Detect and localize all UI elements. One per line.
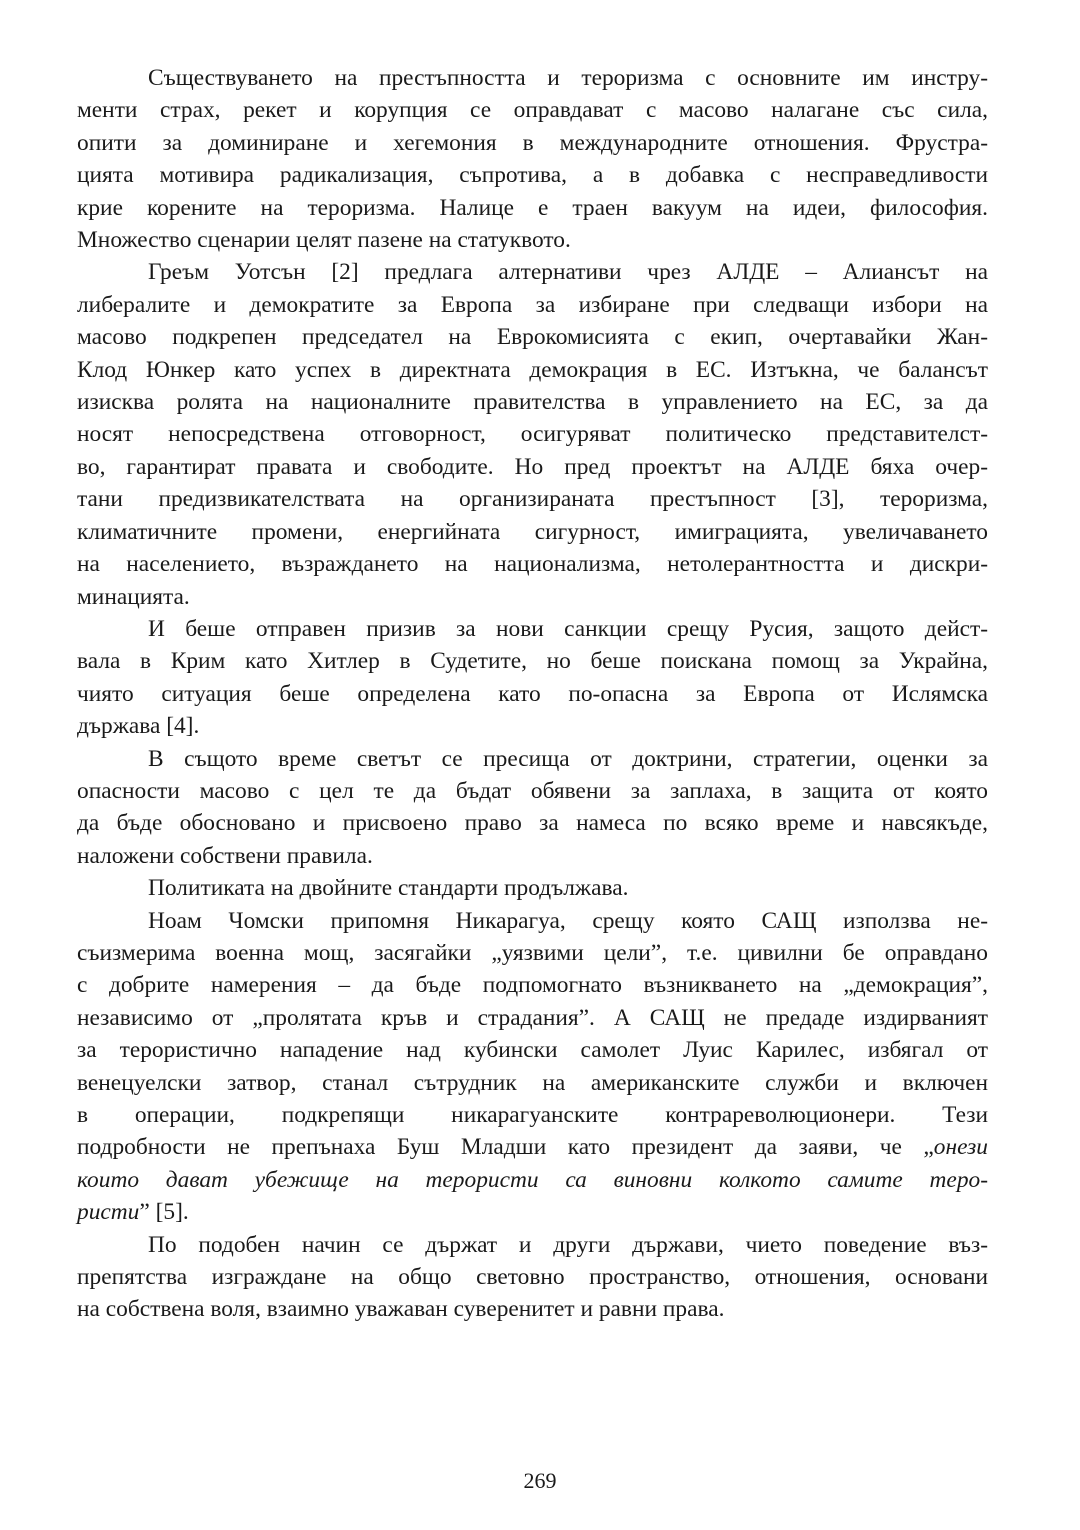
text-line: во, гарантират правата и свободите. Но пред проектът на АЛДЕ бяха очер- (77, 453, 988, 480)
text-line: на населението, възраждането на национализма, нетолерантността и дискри- (77, 551, 988, 578)
text-line: Множество сценарии целят пазене на статуквото. (77, 227, 571, 254)
paragraph-7 (77, 1229, 988, 1326)
paragraph-5 (77, 872, 988, 904)
text-line (77, 1164, 988, 1196)
text-line: климатичните промени, енергийната сигурност, имиграцията, увеличаването (77, 518, 988, 545)
text-line: в операции, подкрепящи никарагуанските контрареволюционери. Тези (77, 1102, 988, 1128)
text-line: опасности масово с цел те да бъдат обявени за заплаха, в защита от която (77, 777, 988, 804)
text-line: изисква ролята на националните правителства в управлението на ЕС, за да (77, 389, 988, 416)
text-line: за терористично нападение над кубински самолет Луис Карилес, избягал от (77, 1037, 988, 1064)
text-line: чиято ситуация беше определена като по-опасна за Европа от Ислямска (77, 680, 988, 707)
quote-italic: онези (933, 1134, 988, 1161)
page-body (77, 62, 988, 1326)
text-line: опити за доминиране и хегемония в международните отношения. Фрустра- (77, 129, 988, 156)
quote-italic: ристи (77, 1199, 140, 1226)
text-line: В същото време светът се пресища от доктрини, стратегии, оценки за (148, 745, 988, 772)
text-line: масово подкрепен председател на Еврокомисията с екип, очертавайки Жан- (77, 324, 988, 351)
quote-italic: които дават убежище на терористи са виновни колкото самите теро- (77, 1166, 988, 1193)
text-line: тани предизвикателствата на организираната престъпност [3], тероризма, (77, 486, 988, 513)
paragraph-2 (77, 256, 988, 612)
paragraph-4 (77, 743, 988, 873)
paragraph-6 (77, 905, 988, 1229)
text-line: И беше отправен призив за нови санкции срещу Русия, защото дейст- (148, 615, 988, 642)
text-line (77, 1131, 988, 1163)
text-line: Греъм Уотсън [2] предлага алтернативи чрез АЛДЕ – Алиансът на (148, 259, 988, 286)
paragraph-1 (77, 62, 988, 256)
text-line: Съществуването на престъпността и тероризма с основните им инстру- (148, 65, 988, 91)
text-line: с добрите намерения – да бъде подпомогнато възникването на „демокрация”, (77, 972, 988, 999)
text-line: на собствена воля, взаимно уважаван суверенитет и равни права. (77, 1296, 725, 1323)
text-line: държава [4]. (77, 713, 200, 740)
text-line: цията мотивира радикализация, съпротива, а в добавка с несправедливости (77, 162, 988, 189)
paragraph-3 (77, 613, 988, 743)
text-line: да бъде обосновано и присвоено право за намеса по всяко време и навсякъде, (77, 810, 988, 837)
text-line: вала в Крим като Хитлер в Судетите, но беше поискана помощ за Украйна, (77, 648, 988, 675)
page-number: 269 (523, 1468, 557, 1493)
text-line: Политиката на двойните стандарти продължава. (148, 875, 629, 902)
text-line: Ноам Чомски припомня Никарагуа, срещу която САЩ използва не- (148, 907, 988, 934)
text-line: препятства изграждане на общо световно пространство, отношения, основани (77, 1264, 988, 1291)
text-line: наложени собствени правила. (77, 842, 373, 869)
text-line: носят непосредствена отговорност, осигуряват политическо представителст- (77, 421, 988, 448)
text-line: менти страх, рекет и корупция се оправдават с масово налагане със сила, (77, 97, 988, 124)
text-line: минацията. (77, 583, 190, 610)
text-line: венецуелски затвор, станал сътрудник на американските служби и включен (77, 1069, 988, 1096)
text-line: либералите и демократите за Европа за избиране при следващи избори на (77, 291, 988, 318)
text-line (77, 1196, 988, 1228)
citation: ” [5]. (139, 1199, 189, 1226)
text-run: подробности не препънаха Буш Младши като президент да заяви, че „ (77, 1134, 934, 1161)
text-line: съизмерима военна мощ, засягайки „уязвими цели”, т.е. цивилни бе оправдано (77, 939, 988, 966)
text-line: независимо от „пролятата кръв и страдания”. А САЩ не предаде издирваният (77, 1004, 988, 1031)
text-line: крие корените на тероризма. Налице е траен вакуум на идеи, философия. (77, 194, 988, 221)
text-line: По подобен начин се държат и други държави, чието поведение въз- (148, 1231, 988, 1258)
text-line: Клод Юнкер като успех в директната демокрация в ЕС. Изтъкна, че балансът (77, 356, 988, 383)
